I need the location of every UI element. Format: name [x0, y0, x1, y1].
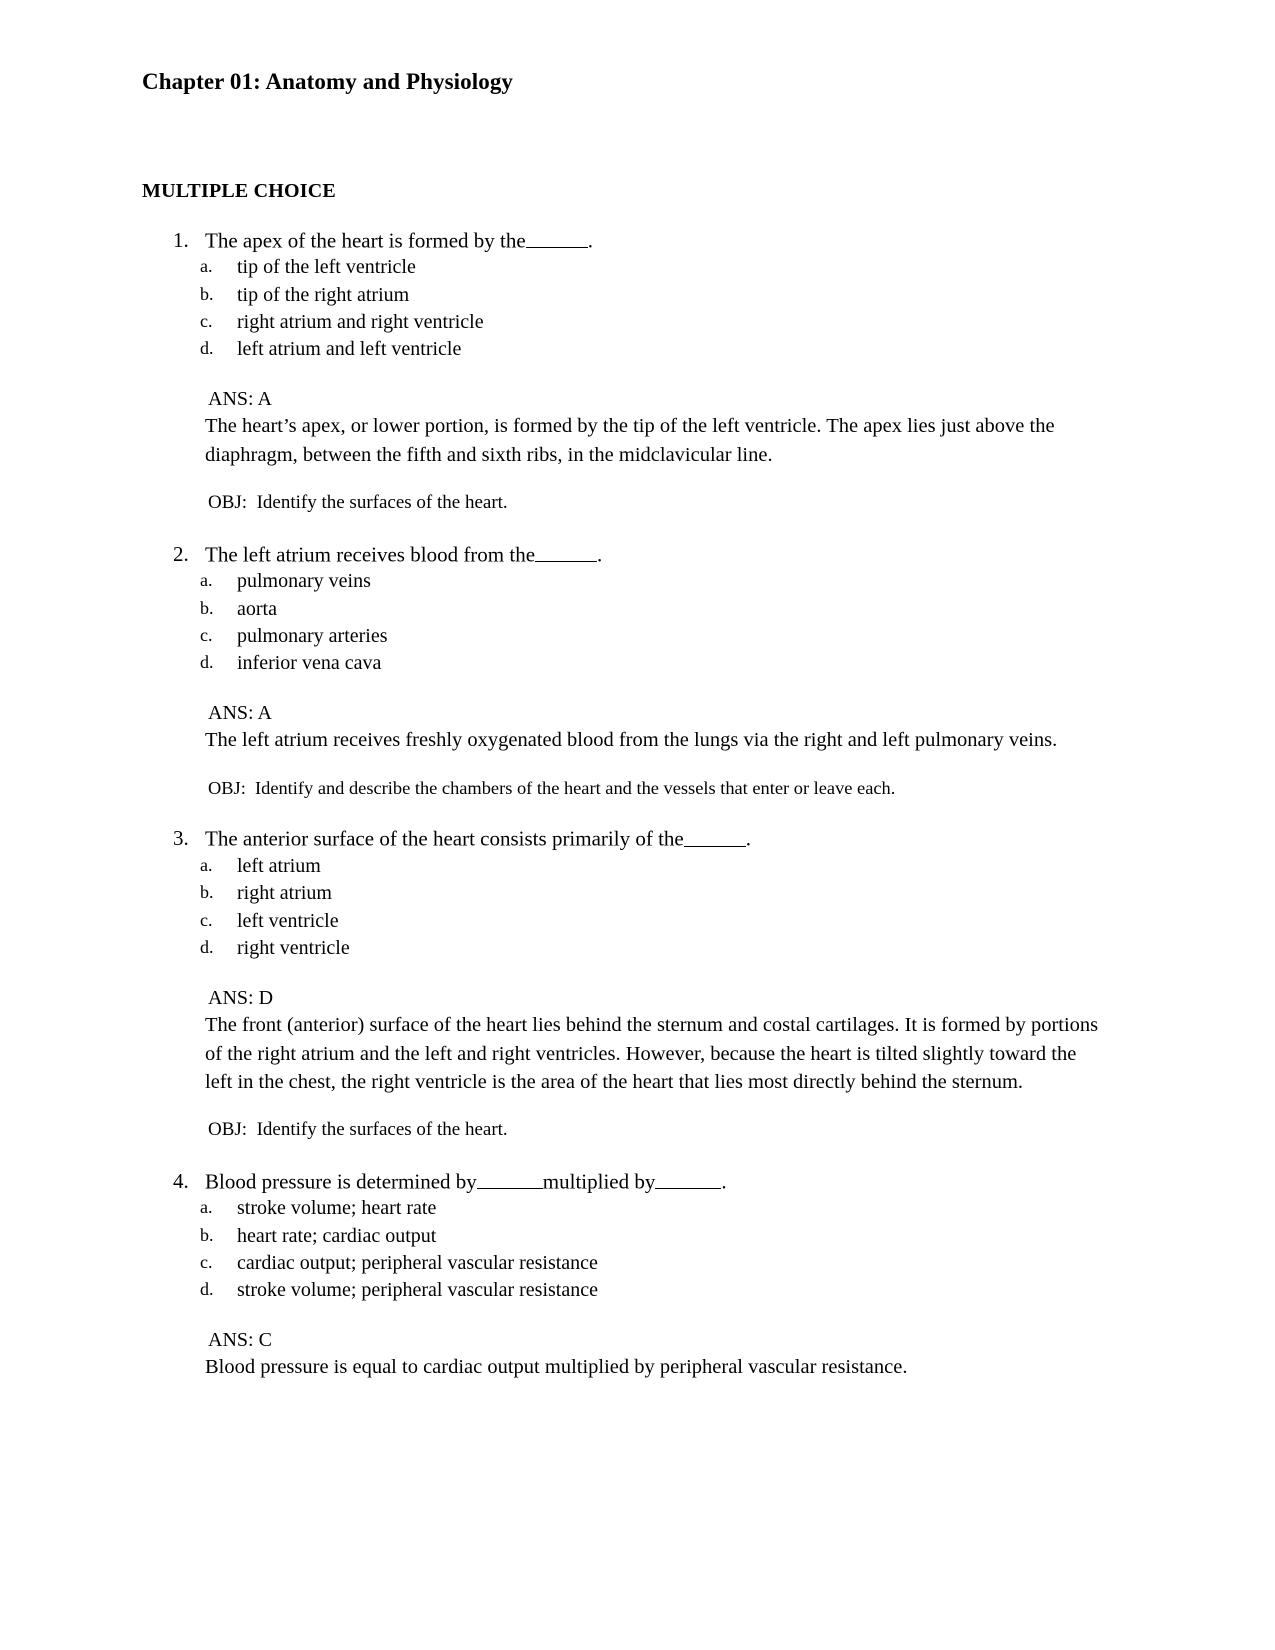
option-list [142, 254, 1132, 364]
question-stem-text: The left atrium receives blood from the [205, 541, 536, 566]
option-letter: c. [200, 1252, 213, 1273]
option-item[interactable] [142, 935, 1132, 962]
question-stem [142, 1168, 1132, 1196]
objective-line: OBJ: Identify the surfaces of the heart. [208, 491, 508, 513]
option-item[interactable] [142, 650, 1132, 677]
option-text: left atrium and left ventricle [237, 338, 462, 361]
question-block [142, 541, 1132, 801]
question-number: 3. [173, 826, 189, 851]
option-text: left ventricle [237, 909, 339, 932]
option-item[interactable] [142, 309, 1132, 336]
question-stem-text: The apex of the heart is formed by the [205, 227, 526, 252]
answer-blank [655, 1169, 721, 1189]
answer-blank [477, 1169, 543, 1189]
question-stem [142, 227, 1132, 255]
option-letter: c. [200, 909, 213, 930]
option-letter: d. [200, 1279, 214, 1300]
answer-block [142, 1327, 1132, 1382]
option-list [142, 1195, 1132, 1305]
option-item[interactable] [142, 1277, 1132, 1304]
option-text: cardiac output; peripheral vascular resistance [237, 1252, 598, 1275]
option-item[interactable] [142, 1250, 1132, 1277]
option-letter: d. [200, 937, 214, 958]
option-text: right atrium [237, 882, 332, 905]
option-text: pulmonary arteries [237, 624, 388, 647]
answer-label: ANS: A [208, 387, 272, 410]
option-item[interactable] [142, 623, 1132, 650]
answer-label: ANS: C [208, 1328, 272, 1351]
option-letter: d. [200, 338, 214, 359]
answer-label: ANS: A [208, 701, 272, 724]
option-letter: b. [200, 597, 214, 618]
question-stem-tail: . [721, 1169, 727, 1194]
option-item[interactable] [142, 853, 1132, 880]
option-item[interactable] [142, 336, 1132, 363]
option-item[interactable] [142, 596, 1132, 623]
answer-block [142, 700, 1132, 755]
question-block [142, 1168, 1132, 1382]
option-text: left atrium [237, 855, 321, 878]
objective-line: OBJ: Identify the surfaces of the heart. [208, 1119, 508, 1141]
question-stem-tail: . [587, 227, 593, 252]
option-item[interactable] [142, 1223, 1132, 1250]
option-text: tip of the left ventricle [237, 256, 416, 279]
option-text: heart rate; cardiac output [237, 1224, 437, 1247]
option-item[interactable] [142, 254, 1132, 281]
answer-rationale: The front (anterior) surface of the heart lies behind the sternum and costal cartilages. It is formed by portions of the right atrium and the left and right ventricles. However, because the heart is tilted slightly toward the left in the chest, the right ventricle is the area of the heart that lies most directly behind the sternum. [205, 1014, 1099, 1093]
answer-label: ANS: D [208, 986, 274, 1009]
option-letter: a. [200, 1197, 213, 1218]
option-text: stroke volume; peripheral vascular resistance [237, 1279, 598, 1302]
question-stem [142, 825, 1132, 853]
option-item[interactable] [142, 1195, 1132, 1222]
option-letter: a. [200, 256, 213, 277]
option-item[interactable] [142, 908, 1132, 935]
option-text: pulmonary veins [237, 570, 371, 593]
option-letter: b. [200, 882, 214, 903]
question-stem-tail: . [597, 541, 603, 566]
question-stem-text: Blood pressure is determined by [205, 1169, 477, 1194]
question-stem-tail: . [745, 826, 751, 851]
answer-blank [535, 542, 597, 562]
answer-rationale: The left atrium receives freshly oxygenated blood from the lungs via the right and left pulmonary veins. [205, 729, 1058, 752]
option-text: stroke volume; heart rate [237, 1197, 437, 1220]
option-letter: b. [200, 283, 214, 304]
answer-block [142, 985, 1132, 1096]
answer-blank [526, 228, 588, 248]
option-item[interactable] [142, 880, 1132, 907]
question-number: 2. [173, 541, 189, 566]
option-text: inferior vena cava [237, 652, 382, 675]
option-list [142, 568, 1132, 678]
option-letter: b. [200, 1224, 214, 1245]
page-title: Chapter 01: Anatomy and Physiology [142, 69, 514, 94]
question-stem-text: The anterior surface of the heart consists primarily of the [205, 826, 684, 851]
option-item[interactable] [142, 568, 1132, 595]
option-letter: c. [200, 624, 213, 645]
option-letter: d. [200, 652, 214, 673]
question-list [142, 227, 1132, 1382]
page-content [142, 68, 1132, 1407]
option-letter: a. [200, 855, 213, 876]
option-item[interactable] [142, 282, 1132, 309]
question-block [142, 227, 1132, 516]
objective-line: OBJ: Identify and describe the chambers of the heart and the vessels that enter or leave each. [208, 777, 896, 798]
option-letter: a. [200, 570, 213, 591]
question-stem [142, 541, 1132, 569]
answer-rationale: The heart’s apex, or lower portion, is formed by the tip of the left ventricle. The apex lies just above the diaphragm, between the fifth and sixth ribs, in the midclavicular line. [205, 415, 1055, 466]
answer-rationale: Blood pressure is equal to cardiac output multiplied by peripheral vascular resistance. [205, 1356, 908, 1379]
option-text: right ventricle [237, 937, 350, 960]
option-text: tip of the right atrium [237, 283, 410, 306]
question-number: 4. [173, 1168, 189, 1193]
option-text: aorta [237, 597, 277, 620]
answer-block [142, 386, 1132, 469]
option-letter: c. [200, 310, 213, 331]
question-number: 1. [173, 227, 189, 252]
question-stem-middle: multiplied by [542, 1169, 656, 1194]
question-block [142, 825, 1132, 1142]
answer-blank [684, 827, 746, 847]
section-heading-multiple-choice: MULTIPLE CHOICE [142, 179, 336, 202]
option-list [142, 853, 1132, 963]
option-text: right atrium and right ventricle [237, 310, 484, 333]
